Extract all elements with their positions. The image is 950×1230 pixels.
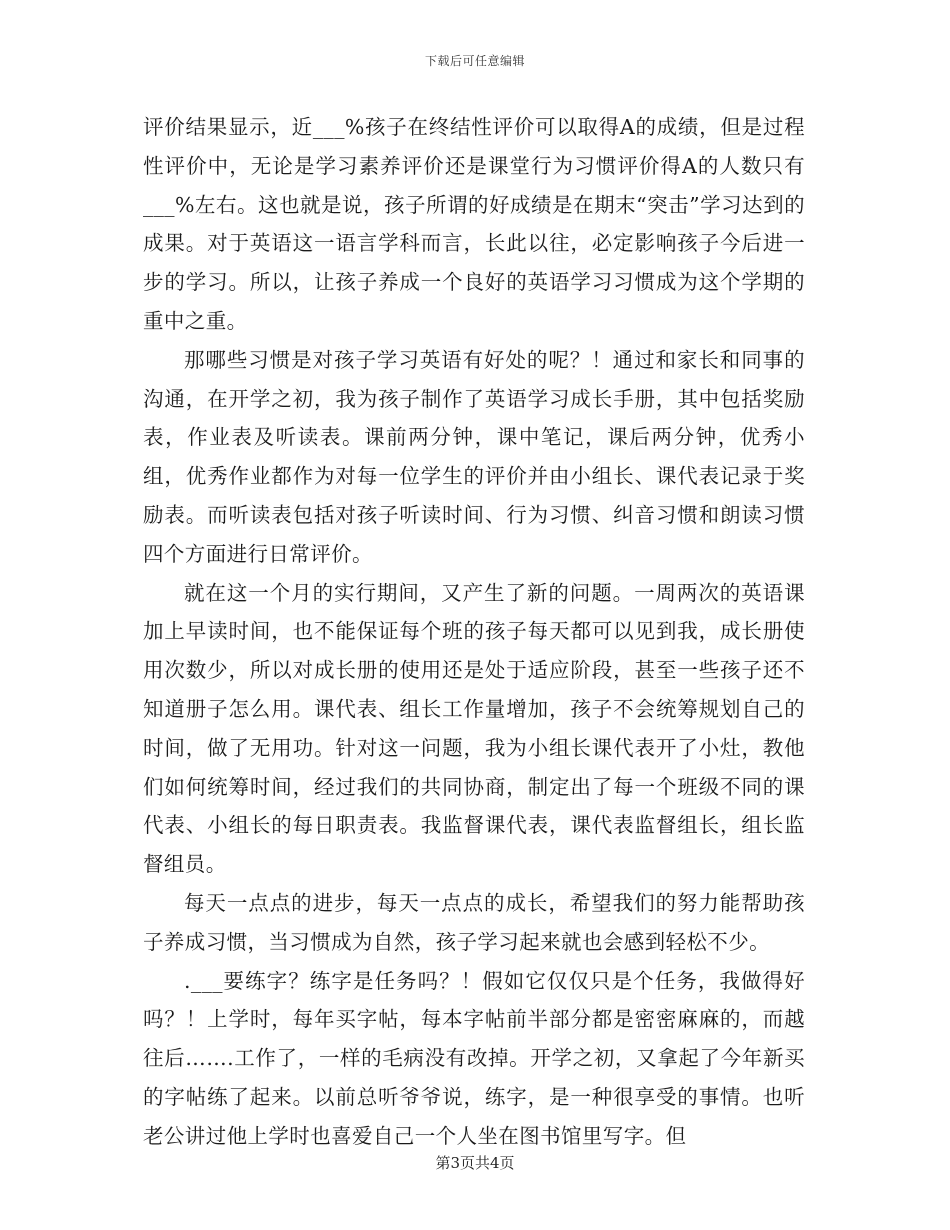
paragraph-4: 每天一点点的进步，每天一点点的成长，希望我们的努力能帮助孩子养成习惯，当习惯成为自然，孩子学习起来就也会感到轻松不少。 xyxy=(143,890,805,954)
paragraph-3: 就在这一个月的实行期间，又产生了新的问题。一周两次的英语课加上早读时间，也不能保证每个班的孩子每天都可以见到我，成长册使用次数少，所以对成长册的使用还是处于适应阶段，甚至一些孩子还不知道册子怎么用。课代表、组长工作量增加，孩子不会统筹规划自己的时间，做了无用功。针对这一问题，我为小组长课代表开了小灶，教他们如何统筹时间，经过我们的共同协商，制定出了每一个班级不同的课代表、小组长的每日职责表。我监督课代表，课代表监督组长，组长监督组员。 xyxy=(143,580,805,877)
page-number-footer: 第3页共4页 xyxy=(435,1154,515,1172)
paragraph-1: 评价结果显示，近___%孩子在终结性评价可以取得A的成绩，但是过程性评价中，无论是学习素养评价还是课堂行为习惯评价得A的人数只有___%左右。这也就是说，孩子所谓的好成绩是在期末“突击”学习达到的成果。对于英语这一语言学科而言，长此以往，必定影响孩子今后进一步的学习。所以，让孩子养成一个良好的英语学习习惯成为这个学期的重中之重。 xyxy=(143,115,805,333)
paragraph-5: .___要练字？练字是任务吗？！假如它仅仅只是个任务，我做得好吗？！上学时，每年买字帖，每本字帖前半部分都是密密麻麻的，而越往后…….工作了，一样的毛病没有改掉。开学之初，又拿起了今年新买的字帖练了起来。以前总听爷爷说，练字，是一种很享受的事情。也听老公讲过他上学时也喜爱自己一个人坐在图书馆里写字。但 xyxy=(143,968,805,1148)
document-body xyxy=(143,108,805,1156)
paragraph-2: 那哪些习惯是对孩子学习英语有好处的呢？！通过和家长和同事的沟通，在开学之初，我为孩子制作了英语学习成长手册，其中包括奖励表，作业表及听读表。课前两分钟，课中笔记，课后两分钟，优秀小组，优秀作业都作为对每一位学生的评价并由小组长、课代表记录于奖励表。而听读表包括对孩子听读时间、行为习惯、纠音习惯和朗读习惯四个方面进行日常评价。 xyxy=(143,347,805,566)
page-header: 下载后可任意编辑 xyxy=(424,54,525,68)
